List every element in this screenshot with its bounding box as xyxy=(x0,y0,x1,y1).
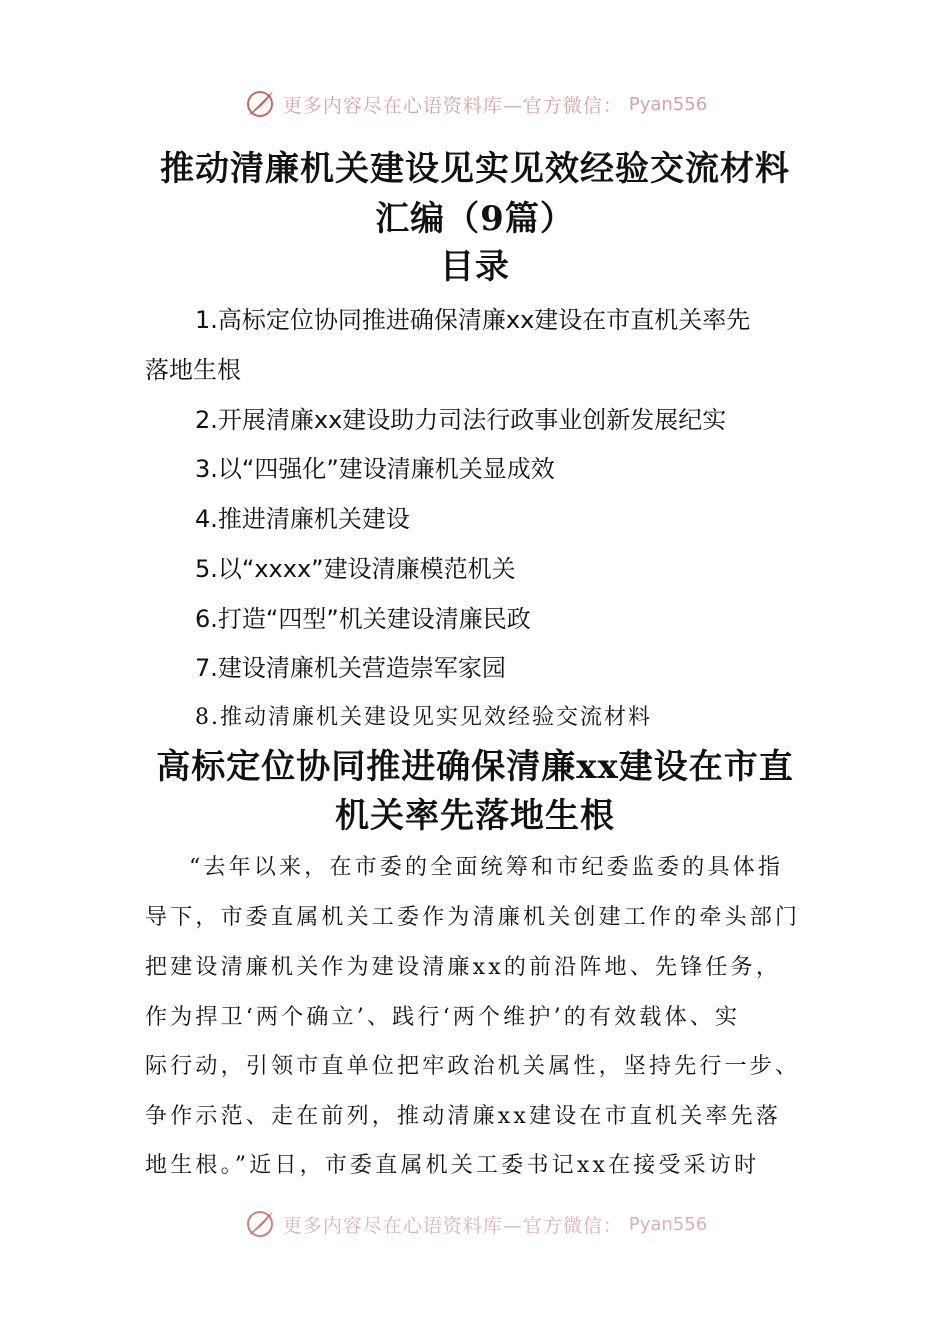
body-line-5: 际行动，引领市直单位把牢政治机关属性，坚持先行一步、 xyxy=(145,1054,801,1079)
document-title-line-1: 推动清廉机关建设见实见效经验交流材料 xyxy=(160,149,790,189)
toc-item-3: 3.以“四强化”建设清廉机关显成效 xyxy=(195,455,555,483)
body-line-4: 作为捍卫‘两个确立’、践行‘两个维护’的有效载体、实 xyxy=(145,1005,741,1030)
toc-heading: 目录 xyxy=(440,247,510,287)
toc-item-2: 2.开展清廉xx建设助力司法行政事业创新发展纪实 xyxy=(195,406,727,434)
article-title-line-1: 高标定位协同推进确保清廉xx建设在市直 xyxy=(156,747,794,787)
document-title-line-2: 汇编（9篇） xyxy=(375,199,575,239)
body-line-2: 导下，市委直属机关工委作为清廉机关创建工作的牵头部门 xyxy=(145,905,801,930)
body-line-1: “去年以来，在市委的全面统筹和市纪委监委的具体指 xyxy=(189,855,784,880)
footer-watermark xyxy=(0,1206,950,1242)
watermark-wechat-id: Pyan556 xyxy=(628,1213,708,1235)
toc-item-4: 4.推进清廉机关建设 xyxy=(195,505,410,533)
toc-item-8: 8.推动清廉机关建设见实见效经验交流材料 xyxy=(195,705,652,730)
article-title-line-2: 机关率先落地生根 xyxy=(335,796,615,836)
watermark-text: 更多内容尽在心语资料库—官方微信： xyxy=(282,1214,623,1237)
body-line-3: 把建设清廉机关作为建设清廉xx的前沿阵地、先锋任务， xyxy=(145,955,782,980)
toc-item-6: 6.打造“四型”机关建设清廉民政 xyxy=(195,605,531,633)
body-line-6: 争作示范、走在前列，推动清廉xx建设在市直机关率先落 xyxy=(145,1104,782,1129)
toc-item-5: 5.以“xxxx”建设清廉模范机关 xyxy=(195,555,516,583)
feather-quill-icon xyxy=(243,87,277,121)
feather-quill-icon xyxy=(243,1207,277,1241)
body-line-7: 地生根。”近日，市委直属机关工委书记xx在接受采访时 xyxy=(145,1153,760,1178)
toc-item-1-line-1: 1.高标定位协同推进确保清廉xx建设在市直机关率先 xyxy=(195,306,751,334)
toc-item-1-line-2: 落地生根 xyxy=(145,356,241,384)
toc-item-7: 7.建设清廉机关营造崇军家园 xyxy=(195,654,506,682)
watermark-wechat-id: Pyan556 xyxy=(628,93,708,115)
watermark-text: 更多内容尽在心语资料库—官方微信： xyxy=(282,94,623,117)
header-watermark xyxy=(0,84,950,124)
